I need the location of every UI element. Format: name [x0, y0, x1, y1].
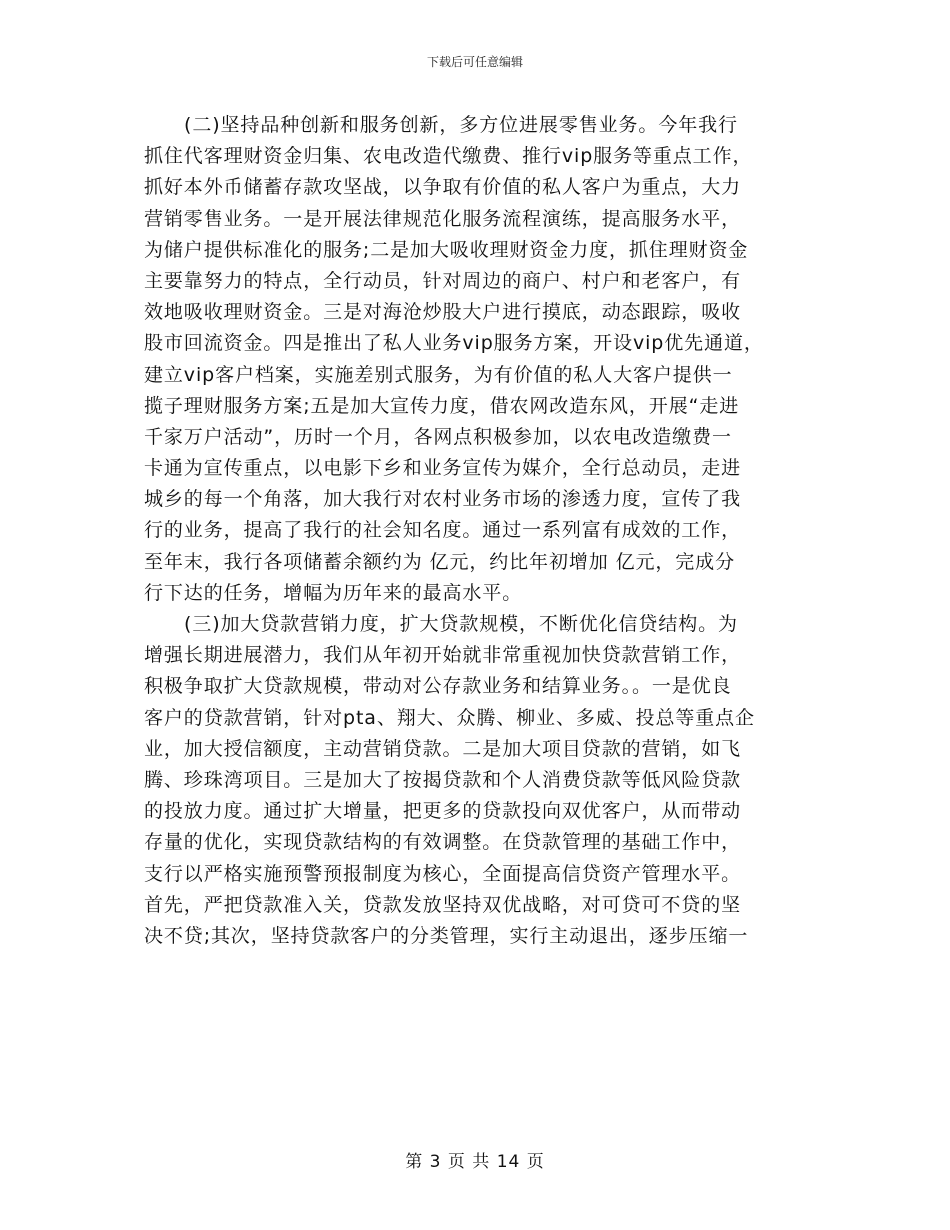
text-line: 行下达的任务，增幅为历年来的最高水平。	[144, 581, 523, 604]
page-header-note: 下载后可任意编辑	[426, 55, 523, 69]
text-line: 主要靠努力的特点，全行动员，针对周边的商户、村户和老客户，有	[144, 269, 742, 292]
text-line: 增强长期进展潜力，我们从年初开始就非常重视加快贷款营销工作，	[144, 644, 742, 667]
text-line: 城乡的每一个角落，加大我行对农村业务市场的渗透力度，宣传了我	[144, 488, 742, 511]
text-line: (二)坚持品种创新和服务创新，多方位进展零售业务。今年我行	[184, 114, 738, 136]
text-line: 建立vip客户档案，实施差别式服务，为有价值的私人大客户提供一	[144, 363, 733, 386]
text-line: 决不贷;其次，坚持贷款客户的分类管理，实行主动退出，逐步压缩一	[144, 924, 749, 947]
text-line: 行的业务，提高了我行的社会知名度。通过一系列富有成效的工作，	[144, 519, 742, 542]
text-line: 客户的贷款营销，针对pta、翔大、众腾、柳业、多威、投总等重点企	[144, 706, 755, 729]
page-number: 第 3 页 共 14 页	[405, 1152, 545, 1172]
paragraph-loan-business	[144, 609, 834, 952]
text-line: 业，加大授信额度，主动营销贷款。二是加大项目贷款的营销，如飞	[144, 737, 742, 760]
text-line: 支行以严格实施预警预报制度为核心，全面提高信贷资产管理水平。	[144, 862, 742, 885]
text-line: 首先，严把贷款准入关，贷款发放坚持双优战略，对可贷可不贷的坚	[144, 893, 742, 916]
paragraph-retail-business	[144, 110, 834, 609]
text-line: 至年末，我行各项储蓄余额约为 亿元，约比年初增加 亿元，完成分	[144, 550, 735, 573]
text-line: 千家万户活动”，历时一个月，各网点积极参加，以农电改造缴费一	[144, 425, 732, 448]
text-line: 股市回流资金。四是推出了私人业务vip服务方案，开设vip优先通道，	[144, 332, 764, 355]
text-line: 积极争取扩大贷款规模，带动对公存款业务和结算业务。。一是优良	[144, 675, 732, 698]
text-line: (三)加大贷款营销力度，扩大贷款规模，不断优化信贷结构。为	[184, 613, 738, 635]
text-line: 抓好本外币储蓄存款攻坚战，以争取有价值的私人客户为重点，大力	[144, 176, 742, 199]
text-line: 存量的优化，实现贷款结构的有效调整。在贷款管理的基础工作中，	[144, 831, 742, 854]
text-line: 揽子理财服务方案;五是加大宣传力度，借农网改造东风，开展“走进	[144, 394, 740, 417]
document-body	[144, 110, 834, 952]
text-line: 腾、珍珠湾项目。三是加大了按揭贷款和个人消费贷款等低风险贷款	[144, 768, 742, 791]
text-line: 抓住代客理财资金归集、农电改造代缴费、推行vip服务等重点工作，	[144, 145, 753, 168]
text-line: 的投放力度。通过扩大增量，把更多的贷款投向双优客户，从而带动	[144, 800, 742, 823]
text-line: 效地吸收理财资金。三是对海沧炒股大户进行摸底，动态跟踪，吸收	[144, 301, 742, 324]
text-line: 卡通为宣传重点，以电影下乡和业务宣传为媒介，全行总动员，走进	[144, 457, 742, 480]
text-line: 为储户提供标准化的服务;二是加大吸收理财资金力度，抓住理财资金	[144, 238, 749, 261]
text-line: 营销零售业务。一是开展法律规范化服务流程演练，提高服务水平，	[144, 207, 742, 230]
